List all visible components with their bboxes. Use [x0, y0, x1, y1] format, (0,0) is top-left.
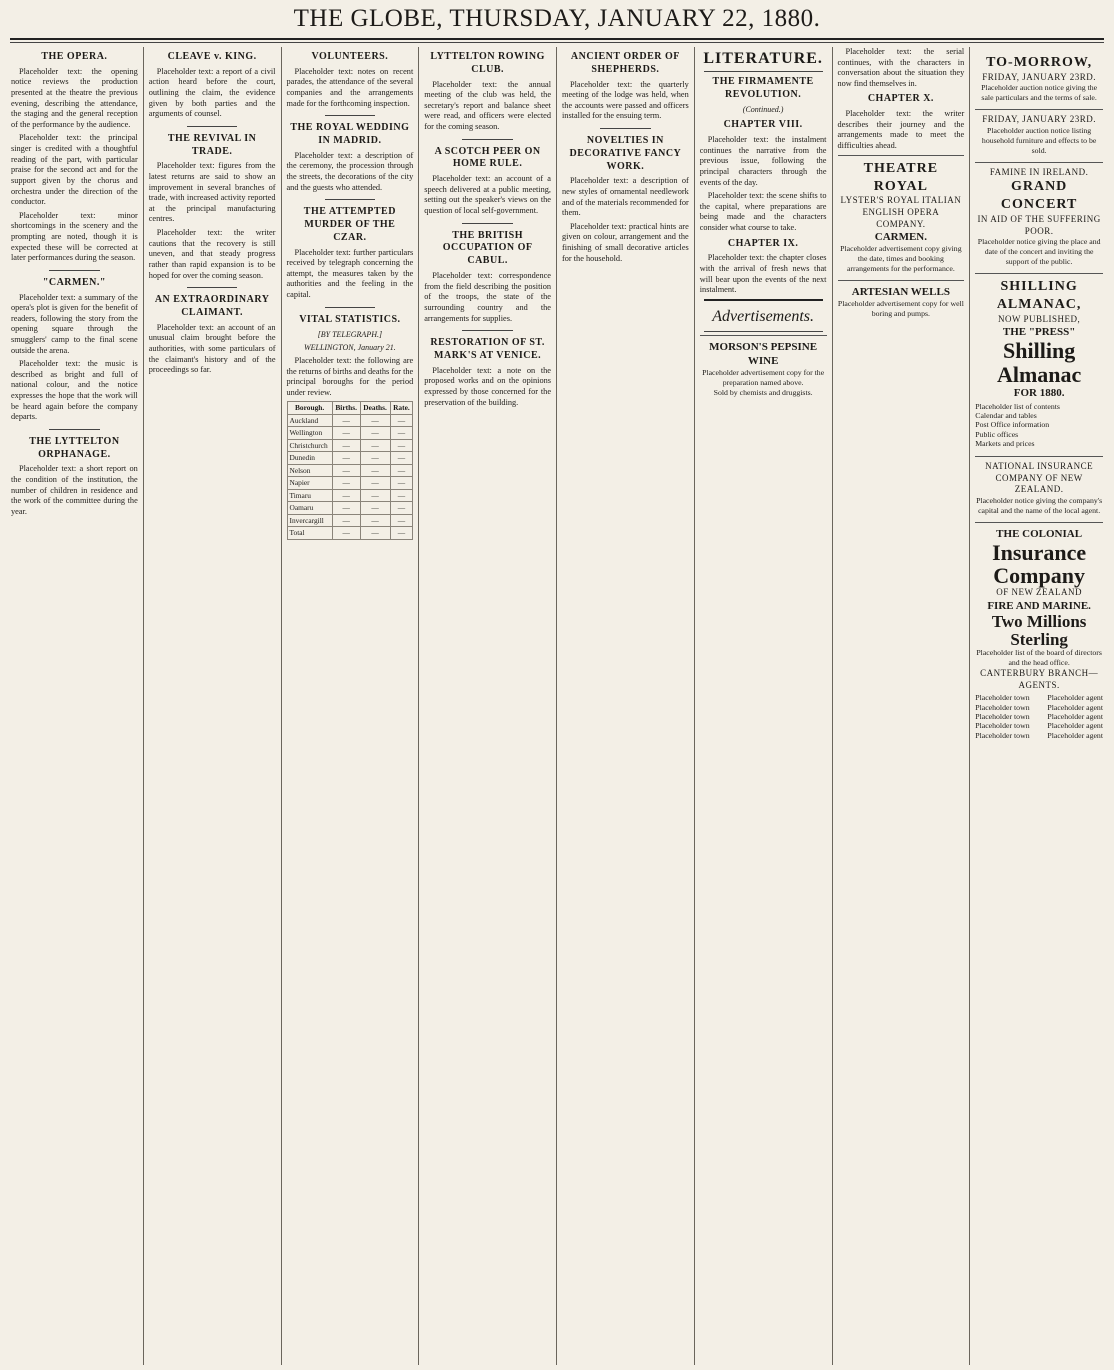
paragraph: Placeholder text: the music is described as bright and full of national colour, and the notice expresses the hope that the work will be heard again before the company departs.: [11, 359, 138, 422]
divider: [704, 299, 823, 301]
table-cell: —: [332, 527, 360, 539]
ad-capital: Two Millions Sterling: [991, 611, 1087, 649]
ad-line: FIRE AND MARINE.: [987, 599, 1091, 612]
table-cell: Oamaru: [287, 502, 332, 514]
table-header-row: [287, 402, 413, 414]
paragraph: Placeholder text: an account of a speech delivered at a public meeting, setting out the speaker's views on the question of local self-government.: [424, 174, 551, 216]
ad-line: Sold by chemists and druggists.: [713, 388, 813, 398]
ad-title: SHILLING ALMANAC,: [996, 279, 1082, 312]
table-cell: —: [360, 477, 390, 489]
agent-name: Placeholder agent: [1047, 721, 1103, 731]
paragraph: Placeholder text: the writer cautions that the recovery is still uneven, and that steady progress rather than rapid expansion is to be hoped for over the coming season.: [148, 228, 276, 280]
table-cell: —: [332, 414, 360, 426]
section-title: NOVELTIES IN DECORATIVE FANCY WORK.: [569, 135, 682, 172]
paragraph: Placeholder text: notes on recent parades, the attendance of the several companies and the arrangements made for the forthcoming inspection.: [286, 66, 414, 108]
paragraph: Placeholder text: the annual meeting of the club was held, the secretary's report and balance sheet were read, and officers were elected for the coming season.: [424, 79, 551, 132]
table-cell: —: [390, 427, 413, 439]
section-subtitle: [BY TELEGRAPH.]: [317, 329, 383, 339]
paragraph: Placeholder text: figures from the latest returns are said to show an improvement in several branches of trade, with increased activity reported at the principal manufacturing centres.: [148, 161, 276, 224]
table-cell: Total: [287, 527, 332, 539]
table-cell: —: [332, 464, 360, 476]
list-item: Placeholder list of contents: [975, 401, 1060, 411]
paragraph: Placeholder text: a note on the proposed works and on the opinions expressed by those concerned for the preservation of the building.: [424, 365, 551, 407]
advertisements-heading: Advertisements.: [712, 307, 814, 325]
table-row: [287, 477, 413, 489]
vital-statistics-table: [287, 401, 414, 539]
column-header: Borough.: [287, 402, 332, 414]
table-cell: Napier: [287, 477, 332, 489]
vital-statistics-body: [287, 414, 413, 539]
ad-line: THE "PRESS": [1002, 326, 1076, 339]
chapter-heading: CHAPTER IX.: [727, 237, 799, 249]
chapter-heading: CHAPTER VIII.: [723, 119, 803, 131]
paragraph: Placeholder text: the scene shifts to the capital, where preparations are being made and the characters consider what course to take.: [699, 191, 827, 232]
literature-heading: LITERATURE.: [703, 50, 823, 67]
agent-town: Placeholder town: [975, 712, 1030, 722]
ad-line: Placeholder auction notice giving the sale particulars and the terms of sale.: [981, 83, 1098, 103]
ad-subtitle: IN AID OF THE SUFFERING POOR.: [977, 214, 1101, 236]
ad-title: TO-MORROW,: [986, 55, 1093, 70]
ad-line: Placeholder advertisement copy for well boring and pumps.: [837, 299, 964, 319]
section-title: "CARMEN.": [42, 276, 106, 288]
paragraph: Placeholder text: practical hints are given on colour, arrangement and the finishing of small decorative articles for the household.: [562, 221, 689, 263]
agent-town: Placeholder town: [975, 721, 1030, 731]
column-3: [282, 47, 420, 1365]
ad-line: Placeholder auction notice listing household furniture and effects to be sold.: [981, 125, 1097, 155]
list-item: Post Office information: [975, 420, 1050, 430]
column-header: Deaths.: [360, 402, 390, 414]
advertisement-furniture-sale: [975, 109, 1103, 158]
list-item: [975, 703, 1103, 712]
divider: [600, 128, 651, 129]
table-cell: —: [360, 427, 390, 439]
table-row: [287, 489, 413, 501]
agent-town: Placeholder town: [975, 730, 1030, 740]
divider: [49, 270, 100, 271]
table-cell: —: [360, 514, 390, 526]
table-cell: —: [332, 489, 360, 501]
table-cell: Wellington: [287, 427, 332, 439]
advertisement-colonial-insurance: [975, 522, 1103, 745]
paragraph: Placeholder text: the opening notice reviews the production presented at the theatre the previous evening, describing the attendance, the staging and the general reception of the performance by the audience.: [11, 66, 138, 129]
paragraph: Placeholder text: a description of the ceremony, the procession through the streets, the decorations of the city and the guests who attended.: [286, 150, 414, 192]
story-title: THE FIRMAMENTE REVOLUTION.: [712, 76, 814, 101]
ad-title: THE COLONIAL: [996, 527, 1083, 540]
ad-title: NATIONAL INSURANCE COMPANY OF NEW ZEALAND.: [985, 461, 1094, 495]
divider: [462, 330, 513, 331]
paragraph: Placeholder text: the chapter closes with the arrival of fresh news that will bear upon the events of the next instalment.: [699, 253, 827, 295]
advertisement-morsons: [700, 335, 827, 401]
list-item: Calendar and tables: [975, 411, 1037, 421]
column-6: [695, 47, 833, 1365]
ad-title: ARTESIAN WELLS: [851, 286, 950, 299]
table-cell: —: [360, 489, 390, 501]
divider: [704, 331, 823, 332]
table-cell: —: [390, 464, 413, 476]
ad-line: OF NEW ZEALAND: [996, 587, 1083, 598]
advertisement-concert: [975, 162, 1103, 270]
list-item: Public offices: [975, 429, 1019, 439]
section-title: LYTTELTON ROWING CLUB.: [430, 51, 545, 75]
table-cell: —: [390, 452, 413, 464]
table-cell: —: [390, 502, 413, 514]
table-cell: —: [360, 464, 390, 476]
divider: [187, 287, 238, 288]
table-cell: —: [390, 414, 413, 426]
table-cell: —: [390, 477, 413, 489]
divider: [704, 71, 823, 72]
table-cell: —: [332, 427, 360, 439]
table-cell: —: [332, 514, 360, 526]
ad-subheading: CANTERBURY BRANCH—AGENTS.: [980, 668, 1099, 690]
divider: [325, 199, 376, 200]
ad-title: THEATRE ROYAL: [863, 160, 939, 194]
table-cell: —: [360, 439, 390, 451]
ad-date: FRIDAY, JANUARY 23RD.: [982, 71, 1096, 82]
agent-name: Placeholder agent: [1047, 702, 1103, 712]
section-title: VOLUNTEERS.: [311, 51, 389, 62]
paragraph: Placeholder text: a short report on the condition of the institution, the number of children in residence and the work of the committee during the year.: [11, 464, 138, 516]
ad-line: Placeholder list of the board of directors and the head office.: [976, 648, 1102, 668]
table-cell: Invercargill: [287, 514, 332, 526]
ad-line: Placeholder advertisement copy for the preparation named above.: [702, 368, 825, 388]
section-title: VITAL STATISTICS.: [299, 313, 401, 325]
table-cell: —: [332, 502, 360, 514]
section-title: A SCOTCH PEER ON HOME RULE.: [434, 145, 541, 170]
table-cell: Nelson: [287, 464, 332, 476]
ad-show: CARMEN.: [874, 231, 927, 244]
section-title: THE ROYAL WEDDING IN MADRID.: [290, 122, 410, 147]
agent-town: Placeholder town: [975, 702, 1030, 712]
ad-line: Placeholder notice giving the company's capital and the name of the local agent.: [976, 495, 1103, 515]
table-cell: —: [390, 439, 413, 451]
table-row: [287, 414, 413, 426]
divider: [462, 139, 513, 140]
paragraph: Placeholder text: further particulars received by telegraph concerning the attempt, the measures taken by the authorities and the feeling in the capital.: [286, 247, 414, 300]
columns: [6, 47, 1108, 1365]
list-item: [975, 721, 1103, 730]
paragraph: Placeholder text: a report of a civil action heard before the court, outlining the claim, the evidence given by both parties and the arguments of counsel.: [148, 66, 276, 119]
ad-line: Placeholder advertisement copy giving the date, times and booking arrangements for the performance.: [840, 244, 962, 274]
divider: [49, 429, 100, 430]
table-cell: —: [332, 452, 360, 464]
column-header: Rate.: [390, 402, 413, 414]
divider: [187, 126, 238, 127]
paragraph: Placeholder text: the writer describes their journey and the arrangements made to meet the difficulties ahead.: [837, 109, 965, 151]
dateline: WELLINGTON, January 21.: [303, 342, 396, 352]
paragraph: Placeholder text: the following are the returns of births and deaths for the principal boroughs for the period under review.: [286, 355, 414, 397]
section-title: THE LYTTELTON ORPHANAGE.: [29, 435, 120, 460]
column-header: Births.: [332, 402, 360, 414]
paragraph: Placeholder text: the principal singer is credited with a thoughtful reading of the part, with particular praise for the second act and for the support given by the chorus and orchestra under the direction of the conductor.: [11, 133, 138, 207]
section-title: THE REVIVAL IN TRADE.: [167, 132, 257, 157]
advertisement-auction: [975, 50, 1103, 106]
section-title: CLEAVE v. KING.: [167, 51, 257, 62]
table-row: [287, 514, 413, 526]
table-cell: —: [390, 527, 413, 539]
advertisement-national-insurance: [975, 456, 1103, 518]
agents-list: [975, 693, 1103, 740]
ad-line: NOW PUBLISHED,: [997, 313, 1081, 324]
ad-line: Placeholder notice giving the place and date of the concert and inviting the support of the public.: [977, 237, 1101, 267]
almanac-contents: [975, 402, 1103, 449]
paragraph: Placeholder text: correspondence from the field describing the position of the troops, the state of the surrounding country and the arrangements for supplies.: [424, 271, 551, 323]
divider: [462, 223, 513, 224]
table-cell: Timaru: [287, 489, 332, 501]
paragraph: Placeholder text: the instalment continues the narrative from the previous issue, following the principal characters through the events of the day.: [699, 135, 827, 187]
table-cell: —: [332, 439, 360, 451]
agent-name: Placeholder agent: [1047, 693, 1103, 703]
story-subtitle: (Continued.): [742, 105, 784, 115]
section-title: THE ATTEMPTED MURDER OF THE CZAR.: [303, 206, 396, 243]
agent-name: Placeholder agent: [1047, 712, 1103, 722]
column-8: [970, 47, 1108, 1365]
table-cell: —: [360, 452, 390, 464]
column-2: [144, 47, 282, 1365]
table-cell: Auckland: [287, 414, 332, 426]
ad-subtitle: LYSTER'S ROYAL ITALIAN ENGLISH OPERA COMPANY.: [840, 195, 962, 229]
list-item: [975, 712, 1103, 721]
table-row: [287, 464, 413, 476]
table-row: [287, 502, 413, 514]
ad-line: FOR 1880.: [1013, 386, 1065, 399]
ad-date: FRIDAY, JANUARY 23RD.: [982, 114, 1096, 125]
column-7: [833, 47, 971, 1365]
table-row: [287, 439, 413, 451]
paragraph: Placeholder text: an account of an unusual claim brought before the authorities, with some particulars of the claimant's history and of the proceedings so far.: [148, 322, 276, 375]
list-item: [975, 693, 1103, 702]
advertisement-almanac: [975, 273, 1103, 453]
paragraph: Placeholder text: a description of new styles of ornamental needlework and of the materials recommended for them.: [562, 176, 689, 218]
table-row: [287, 452, 413, 464]
ad-title: GRAND CONCERT: [1000, 179, 1078, 213]
table-cell: —: [390, 514, 413, 526]
table-cell: —: [360, 527, 390, 539]
advertisement-artesian: [838, 280, 965, 322]
masthead: THE GLOBE, THURSDAY, JANUARY 22, 1880.: [293, 5, 821, 32]
table-total-row: [287, 527, 413, 539]
column-1: [6, 47, 144, 1365]
section-title: ANCIENT ORDER OF SHEPHERDS.: [570, 51, 680, 75]
divider: [325, 115, 376, 116]
ad-title: MORSON'S PEPSINE WINE: [709, 341, 818, 368]
table-cell: —: [360, 414, 390, 426]
column-5: [557, 47, 695, 1365]
list-item: [975, 731, 1103, 740]
table-cell: —: [332, 477, 360, 489]
table-cell: —: [390, 489, 413, 501]
column-4: [419, 47, 557, 1365]
section-title: AN EXTRAORDINARY CLAIMANT.: [154, 294, 270, 318]
advertisement-theatre: [838, 155, 965, 277]
masthead-rule: [10, 38, 1104, 40]
table-row: [287, 427, 413, 439]
paragraph: Placeholder text: a summary of the opera's plot is given for the benefit of readers, following the story from the opening square through the smugglers' camp to the final scene outside the arena.: [11, 292, 138, 355]
divider: [325, 307, 376, 308]
table-cell: Dunedin: [287, 452, 332, 464]
masthead-rule-thin: [10, 42, 1104, 43]
section-title: RESTORATION OF ST. MARK'S AT VENICE.: [430, 337, 545, 361]
list-item: Markets and prices: [975, 439, 1035, 449]
section-title: THE BRITISH OCCUPATION OF CABUL.: [442, 229, 533, 267]
table-cell: Christchurch: [287, 439, 332, 451]
paragraph: Placeholder text: minor shortcomings in the scenery and the prompting are noted, though it is expected these will be corrected at later performances during the season.: [11, 210, 138, 263]
ad-heading: FAMINE IN IRELAND.: [989, 166, 1089, 177]
ad-line: Shilling Almanac: [996, 338, 1082, 387]
chapter-heading: CHAPTER X.: [867, 93, 934, 105]
ad-line: Insurance Company: [992, 540, 1087, 589]
agent-town: Placeholder town: [975, 693, 1030, 703]
table-cell: —: [360, 502, 390, 514]
section-title: THE OPERA.: [41, 51, 108, 62]
paragraph: Placeholder text: the quarterly meeting of the lodge was held, when the accounts were passed and officers installed for the ensuing term.: [562, 79, 689, 121]
agent-name: Placeholder agent: [1047, 730, 1103, 740]
paragraph: Placeholder text: the serial continues, with the characters in conversation about the situation they now find themselves in.: [837, 47, 965, 88]
